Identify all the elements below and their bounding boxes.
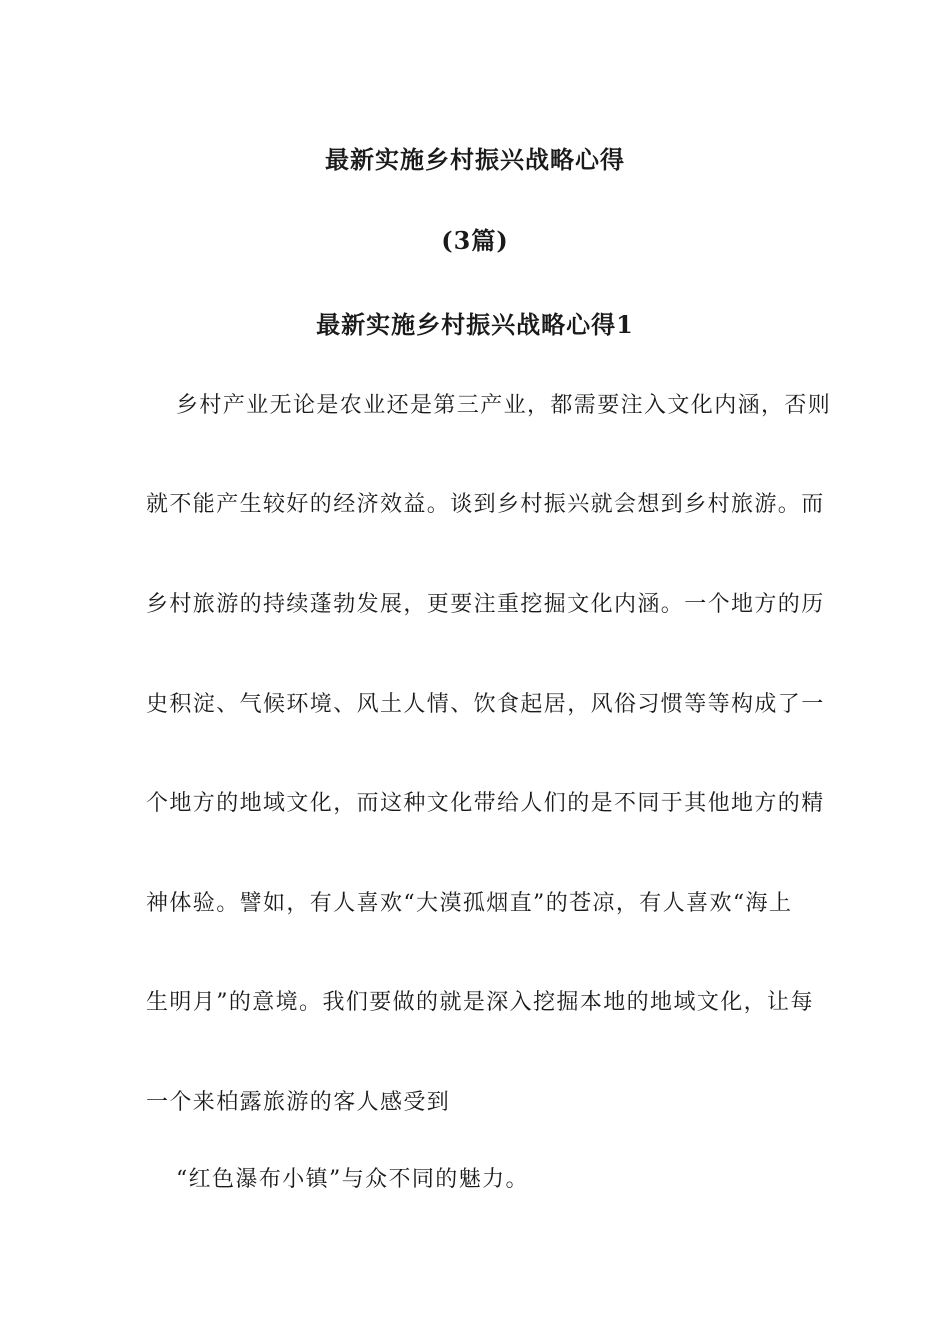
body-line: 神体验。譬如，有人喜欢“大漠孤烟直”的苍凉，有人喜欢“海上 bbox=[146, 891, 793, 916]
document-title: 最新实施乡村振兴战略心得 bbox=[325, 145, 625, 174]
body-line: 生明月”的意境。我们要做的就是深入挖掘本地的地域文化，让每 bbox=[146, 990, 814, 1015]
body-line: 就不能产生较好的经济效益。谈到乡村振兴就会想到乡村旅游。而 bbox=[146, 492, 825, 517]
body-line: 个地方的地域文化，而这种文化带给人们的是不同于其他地方的精 bbox=[146, 791, 825, 816]
body-line: 乡村产业无论是农业还是第三产业，都需要注入文化内涵，否则 bbox=[176, 393, 832, 418]
document-subtitle: (3篇) bbox=[441, 226, 509, 255]
body-line: 乡村旅游的持续蓬勃发展，更要注重挖掘文化内涵。一个地方的历 bbox=[146, 592, 825, 617]
body-line: “红色瀑布小镇”与众不同的魅力。 bbox=[176, 1167, 529, 1192]
section-heading: 最新实施乡村振兴战略心得1 bbox=[316, 310, 634, 339]
body-line: 史积淀、气候环境、风土人情、饮食起居，风俗习惯等等构成了一 bbox=[146, 692, 825, 717]
body-line: 一个来柏露旅游的客人感受到 bbox=[146, 1090, 451, 1115]
